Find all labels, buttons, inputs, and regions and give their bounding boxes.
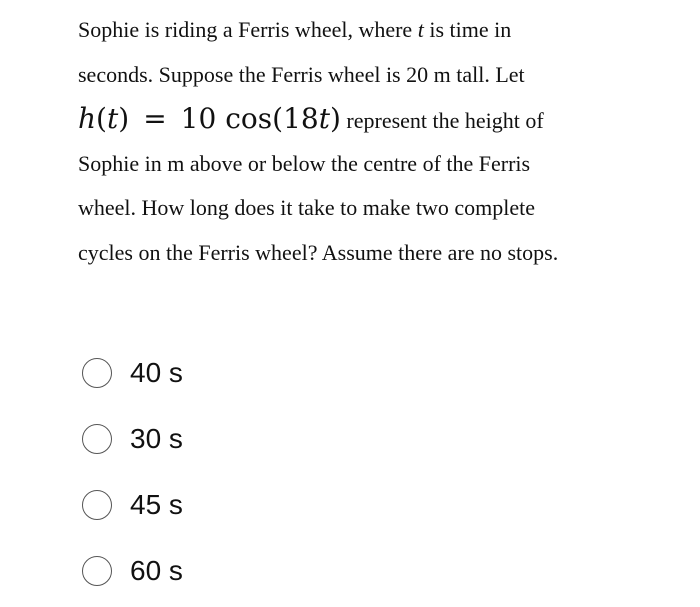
question-line-3: h(t) = 10 cos(18t) represent the height of (78, 102, 544, 135)
answer-option-label: 45 s (130, 489, 183, 520)
question-line-4: Sophie in m above or below the centre of the Ferris (78, 150, 531, 176)
radio-button[interactable] (82, 424, 112, 454)
radio-button[interactable] (82, 556, 112, 586)
answer-option-45s[interactable] (82, 472, 183, 538)
answer-option-label: 40 s (130, 357, 183, 388)
question-text (78, 8, 678, 275)
answer-options (82, 340, 183, 604)
radio-button[interactable] (82, 358, 112, 388)
answer-option-40s[interactable] (82, 340, 183, 406)
answer-option-30s[interactable] (82, 406, 183, 472)
question-line-1: Sophie is riding a Ferris wheel, where t is time in (78, 17, 512, 42)
variable-t: t (417, 17, 424, 42)
question-line-6: cycles on the Ferris wheel? Assume there are no stops. (78, 239, 559, 265)
answer-option-label: 60 s (130, 555, 183, 586)
question-line-2: seconds. Suppose the Ferris wheel is 20 m tall. Let (78, 61, 525, 87)
answer-option-60s[interactable] (82, 538, 183, 604)
answer-option-label: 30 s (130, 423, 183, 454)
question-line-5: wheel. How long does it take to make two complete (78, 195, 535, 220)
height-formula: h(t) = 10 cos(18t) (78, 102, 341, 135)
radio-button[interactable] (82, 490, 112, 520)
